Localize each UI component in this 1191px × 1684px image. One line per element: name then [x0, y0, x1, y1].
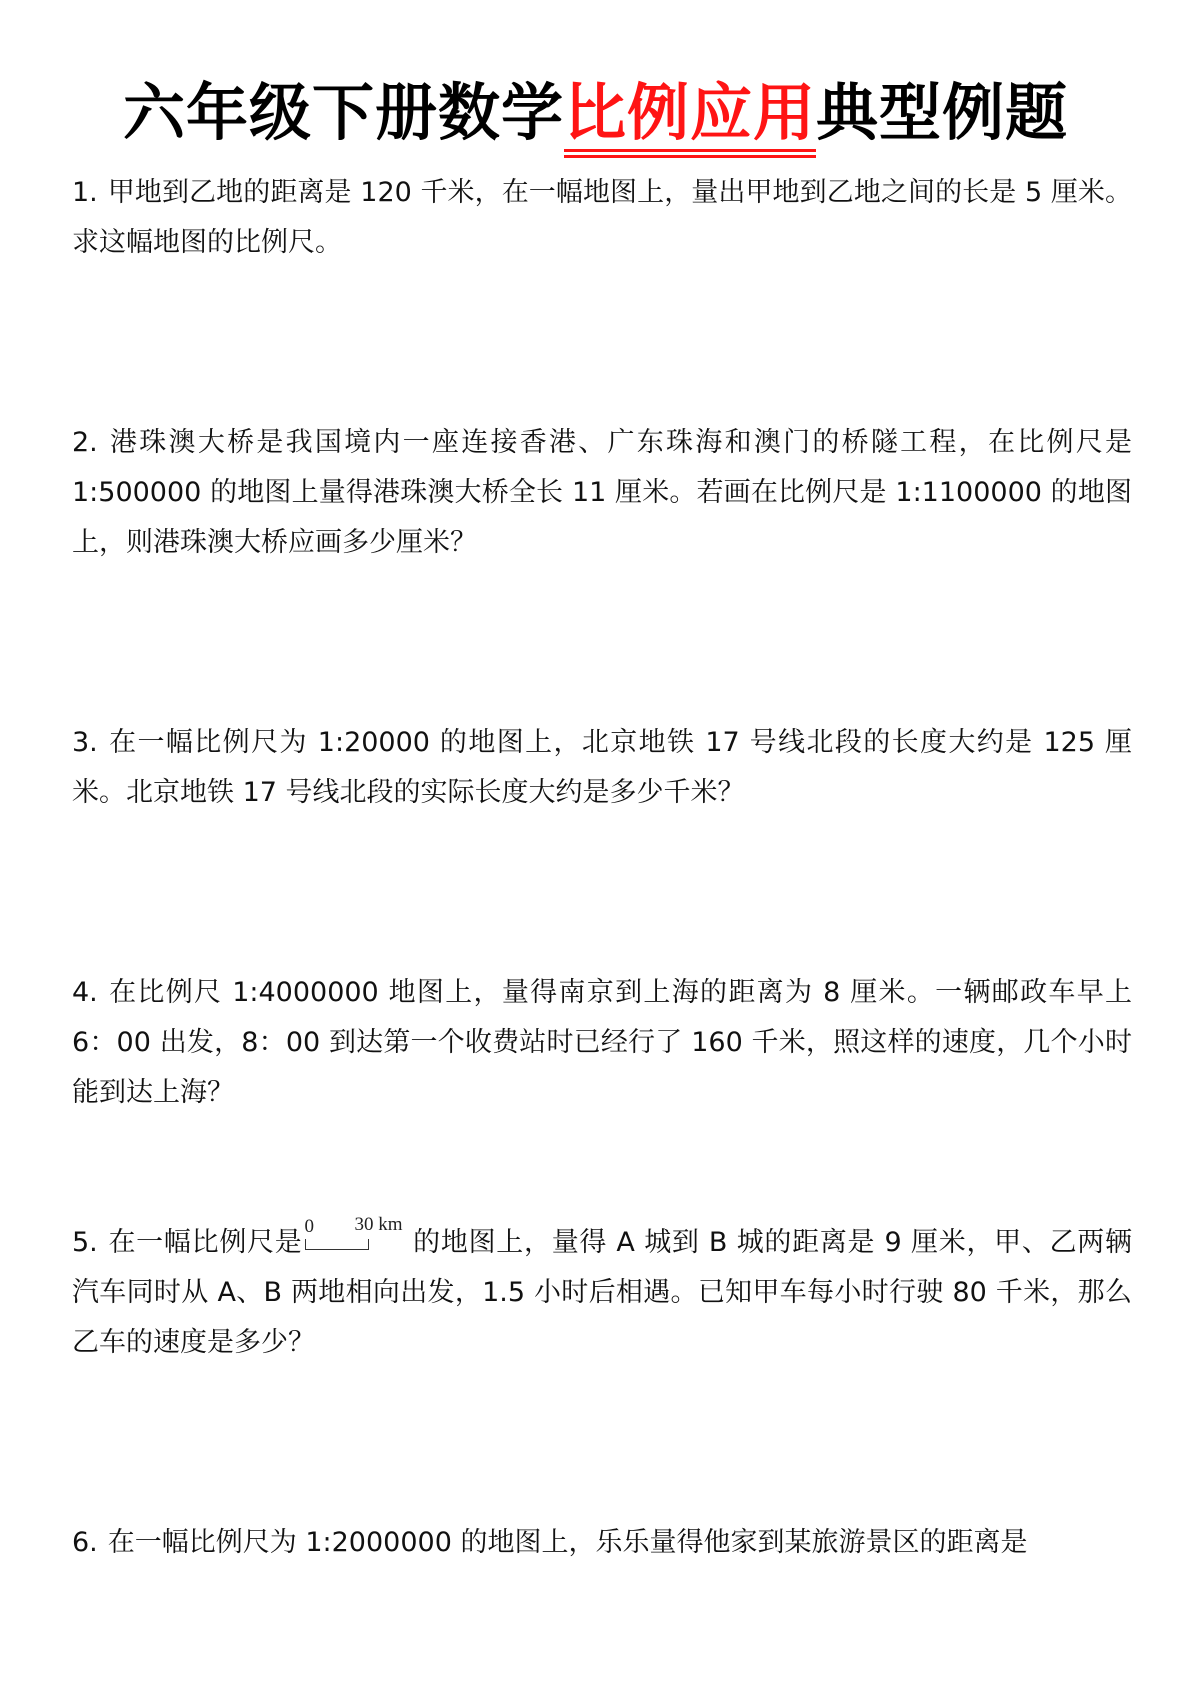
- question-text: 甲地到乙地的距离是 120 千米，在一幅地图上，量出甲地到乙地之间的长是 5 厘米。求这幅地图的比例尺。: [72, 177, 1132, 258]
- question-number: 1.: [72, 177, 98, 208]
- question-text: 在一幅比例尺为 1:20000 的地图上，北京地铁 17 号线北段的长度大约是 125 厘米。北京地铁 17 号线北段的实际长度大约是多少千米？: [72, 727, 1132, 808]
- title-highlight: 比例应用: [564, 68, 816, 158]
- scale-bar-start-label: 0: [304, 1216, 314, 1237]
- scale-bar-line: [305, 1239, 369, 1250]
- question-number: 3.: [72, 727, 98, 758]
- question-number: 4.: [72, 977, 98, 1008]
- question-text: 在比例尺 1:4000000 地图上，量得南京到上海的距离为 8 厘米。一辆邮政车早上 6：00 出发，8：00 到达第一个收费站时已经行了 160 千米，照这样的速度，几个小时能到达上海？: [72, 977, 1132, 1108]
- question-5: [72, 1214, 1133, 1368]
- page-title: [0, 68, 1191, 158]
- question-text: 港珠澳大桥是我国境内一座连接香港、广东珠海和澳门的桥隧工程，在比例尺是 1:500000 的地图上量得港珠澳大桥全长 11 厘米。若画在比例尺是 1:1100000 的地图上，则港珠澳大桥应画多少厘米？: [72, 427, 1132, 558]
- question-4: [72, 968, 1132, 1118]
- question-number: 2.: [72, 427, 98, 458]
- question-6: [72, 1518, 1132, 1568]
- question-number: 5.: [72, 1227, 98, 1258]
- scale-bar-end-label: 30 km: [354, 1214, 403, 1235]
- question-text: 在一幅比例尺为 1:2000000 的地图上，乐乐量得他家到某旅游景区的距离是: [107, 1527, 1028, 1558]
- question-3: [72, 718, 1132, 818]
- title-suffix: 典型例题: [816, 76, 1069, 149]
- question-number: 6.: [72, 1527, 98, 1558]
- question-text-after: 的地图上，量得 A 城到 B 城的距离是 9 厘米，甲、乙两辆汽车同时从 A、B 两地相向出发，1.5 小时后相遇。已知甲车每小时行驶 80 千米，那么乙车的速度是多少？: [72, 1227, 1133, 1358]
- line-scale-bar: [302, 1214, 412, 1257]
- question-1: [72, 168, 1132, 268]
- question-2: [72, 418, 1132, 568]
- question-text-before: 在一幅比例尺是: [107, 1227, 303, 1258]
- title-prefix: 六年级下册数学: [122, 76, 564, 149]
